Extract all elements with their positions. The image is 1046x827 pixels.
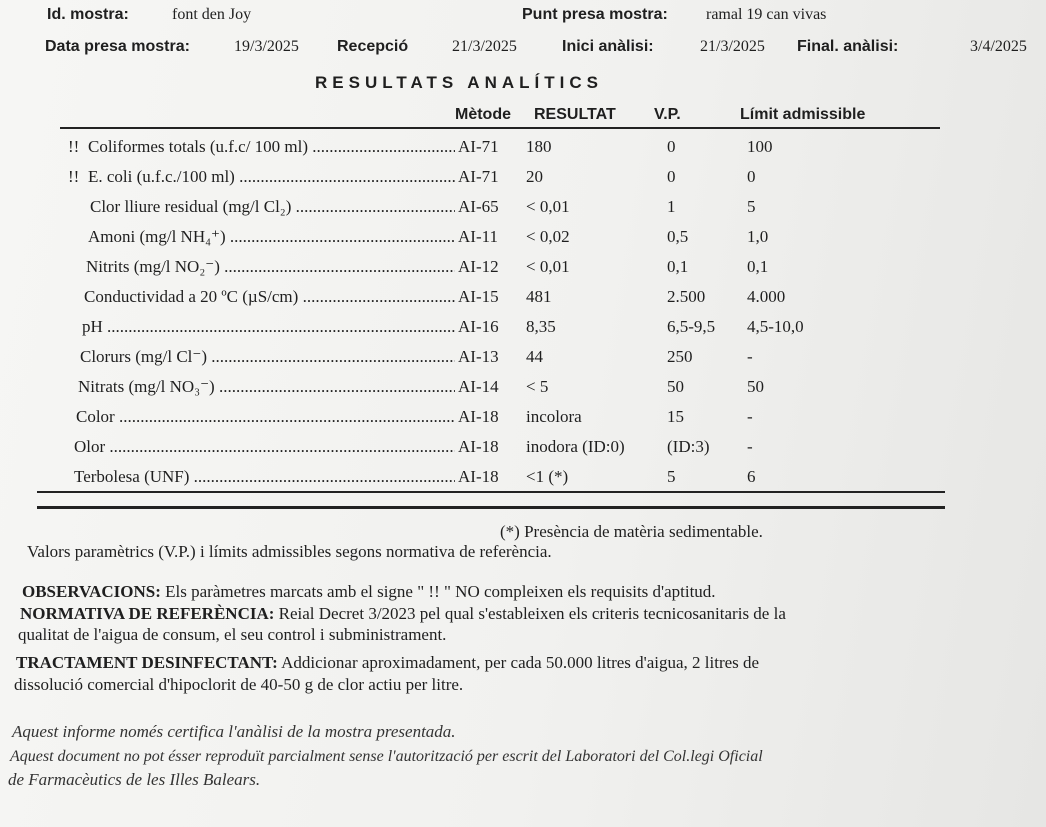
row-method: AI-13 [458, 347, 499, 366]
table-row [0, 137, 1046, 167]
table-row [0, 257, 1046, 287]
treatment-text-1: Addicionar aproximadament, per cada 50.000 litres d'aigua, 2 litres de [281, 653, 760, 672]
row-parameter: Conductividad a 20 ºC (µS/cm) ..... [84, 287, 455, 307]
observations [22, 582, 716, 602]
table-row [0, 407, 1046, 437]
analysis-start-label: Inici anàlisi: [562, 38, 654, 55]
row-parameter: pH ..... [82, 317, 455, 337]
row-parameter: Clorurs (mg/l Cl⁻) ..... [80, 347, 455, 367]
row-flag: !! [68, 167, 80, 186]
row-parameter: Terbolesa (UNF) ..... [74, 467, 455, 487]
row-limit: 50 [747, 377, 764, 396]
row-vp: 1 [667, 197, 676, 216]
row-limit: 5 [747, 197, 756, 216]
treatment-text-2: dissolució comercial d'hipoclorit de 40-50 g de clor actiu per litre. [14, 675, 464, 694]
row-limit: - [747, 347, 753, 366]
row-method: AI-15 [458, 287, 499, 306]
row-method: AI-16 [458, 317, 499, 336]
table-row [0, 317, 1046, 347]
table-row [0, 347, 1046, 377]
normativa-label: NORMATIVA DE REFERÈNCIA: [20, 604, 275, 623]
row-limit: 6 [747, 467, 756, 486]
row-result: 8,35 [526, 317, 556, 336]
normativa-text-1: Reial Decret 3/2023 pel qual s'estableixen els criteris tecnicosanitaris de la [278, 604, 786, 623]
row-limit: - [747, 437, 753, 456]
row-result: < 5 [526, 377, 549, 396]
row-result: 20 [526, 167, 543, 186]
results-title: RESULTATS ANALÍTICS [315, 73, 603, 92]
sampling-point-value: ramal 19 can vivas [706, 6, 827, 23]
row-result: inodora (ID:0) [526, 437, 625, 456]
row-parameter: Olor ..... [74, 437, 455, 457]
row-limit: 100 [747, 137, 773, 156]
row-method: AI-71 [458, 167, 499, 186]
result-column-header: RESULTAT [534, 106, 616, 123]
disclaimer-line-2: Aquest document no pot ésser reproduït parcialment sense l'autorització per escrit del Laboratori del Col.legi Oficial [10, 748, 763, 765]
treatment [16, 653, 759, 673]
row-parameter: Nitrits (mg/l NO₂⁻) ..... [86, 257, 455, 277]
row-vp: 0 [667, 137, 676, 156]
row-vp: 6,5-9,5 [667, 317, 716, 336]
row-vp: 2.500 [667, 287, 706, 306]
footnote: (*) Presència de matèria sedimentable. [500, 522, 763, 541]
row-parameter: Clor lliure residual (mg/l Cl₂) ..... [90, 197, 455, 217]
row-vp: 15 [667, 407, 684, 426]
vp-column-header: V.P. [654, 106, 681, 123]
row-method: AI-65 [458, 197, 499, 216]
table-row [0, 437, 1046, 467]
row-limit: 0,1 [747, 257, 769, 276]
row-parameter: Amoni (mg/l NH₄⁺) ..... [88, 227, 455, 247]
row-result: incolora [526, 407, 582, 426]
row-result: 481 [526, 287, 552, 306]
table-top-rule [60, 127, 940, 129]
row-vp: (ID:3) [667, 437, 710, 456]
observations-label: OBSERVACIONS: [22, 582, 161, 601]
row-limit: 4.000 [747, 287, 786, 306]
row-result: 44 [526, 347, 543, 366]
row-method: AI-71 [458, 137, 499, 156]
vp-note: Valors paramètrics (V.P.) i límits admissibles segons normativa de referència. [27, 542, 552, 561]
treatment-label: TRACTAMENT DESINFECTANT: [16, 653, 278, 672]
row-vp: 0,5 [667, 227, 689, 246]
row-method: AI-18 [458, 467, 499, 486]
row-result: < 0,02 [526, 227, 570, 246]
analysis-end-label: Final. anàlisi: [797, 38, 899, 55]
row-method: AI-18 [458, 407, 499, 426]
reception-value: 21/3/2025 [452, 38, 517, 55]
row-result: < 0,01 [526, 197, 570, 216]
table-row [0, 167, 1046, 197]
normativa-text-2: qualitat de l'aigua de consum, el seu control i subministrament. [18, 625, 447, 644]
row-method: AI-12 [458, 257, 499, 276]
row-flag: !! [68, 137, 80, 156]
table-row [0, 197, 1046, 227]
limit-column-header: Límit admissible [740, 106, 866, 123]
disclaimer-line-1: Aquest informe només certifica l'anàlisi de la mostra presentada. [12, 722, 456, 741]
row-parameter: Color ..... [76, 407, 455, 427]
sampling-point-label: Punt presa mostra: [522, 6, 668, 23]
normativa [20, 604, 786, 624]
row-parameter: Coliformes totals (u.f.c/ 100 ml) ..... [88, 137, 455, 157]
table-row [0, 287, 1046, 317]
table-bottom-rule [37, 491, 945, 493]
table-row [0, 377, 1046, 407]
row-limit: - [747, 407, 753, 426]
row-vp: 5 [667, 467, 676, 486]
sample-id-label: Id. mostra: [47, 6, 129, 23]
row-result: < 0,01 [526, 257, 570, 276]
row-parameter: Nitrats (mg/l NO₃⁻) ..... [78, 377, 455, 397]
sampling-date-label: Data presa mostra: [45, 38, 190, 55]
sampling-date-value: 19/3/2025 [234, 38, 299, 55]
row-method: AI-18 [458, 437, 499, 456]
row-result: 180 [526, 137, 552, 156]
disclaimer-line-3: de Farmacèutics de les Illes Balears. [8, 770, 261, 789]
row-limit: 4,5-10,0 [747, 317, 804, 336]
row-parameter: E. coli (u.f.c./100 ml) ..... [88, 167, 455, 187]
row-method: AI-14 [458, 377, 499, 396]
table-row [0, 227, 1046, 257]
row-vp: 0,1 [667, 257, 689, 276]
row-limit: 1,0 [747, 227, 769, 246]
sample-id-value: font den Joy [172, 6, 252, 23]
row-vp: 0 [667, 167, 676, 186]
analysis-end-value: 3/4/2025 [970, 38, 1027, 55]
row-method: AI-11 [458, 227, 498, 246]
reception-label: Recepció [337, 38, 409, 55]
method-column-header: Mètode [455, 106, 511, 123]
analysis-start-value: 21/3/2025 [700, 38, 765, 55]
observations-text: Els paràmetres marcats amb el signe " !! " NO compleixen els requisits d'aptitud. [165, 582, 716, 601]
row-vp: 50 [667, 377, 684, 396]
row-limit: 0 [747, 167, 756, 186]
table-bottom-rule-thick [37, 506, 945, 509]
row-vp: 250 [667, 347, 693, 366]
row-result: <1 (*) [526, 467, 569, 486]
